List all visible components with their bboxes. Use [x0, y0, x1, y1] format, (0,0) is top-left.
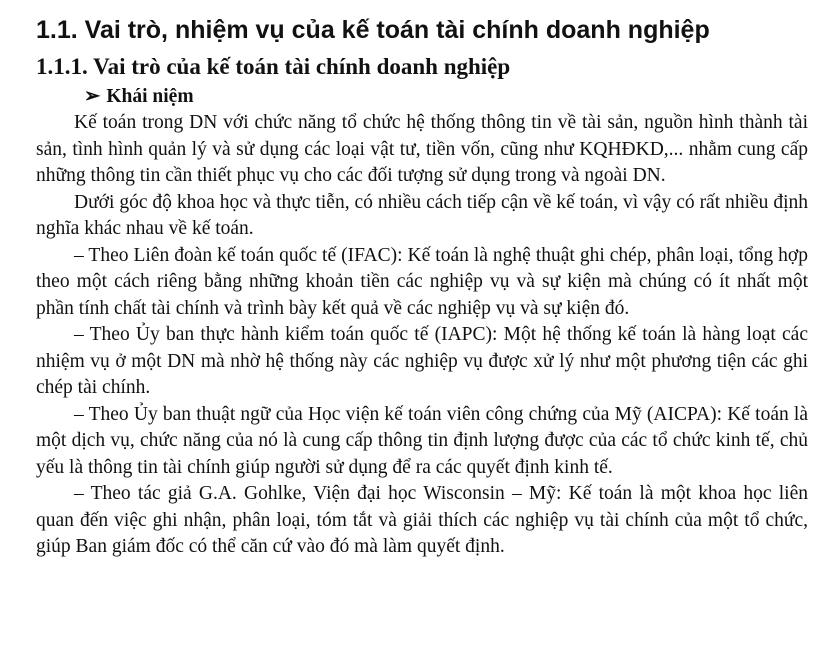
section-heading: 1.1. Vai trò, nhiệm vụ của kế toán tài chính doanh nghiệp	[36, 16, 710, 44]
paragraph-ifac: – Theo Liên đoàn kế toán quốc tế (IFAC): Kế toán là nghệ thuật ghi chép, phân loại, tổng hợp theo một cách riêng bằng những khoản tiền các nghiệp vụ và sự kiện mà chúng có ít nhất một phần tính chất tài chính và trình bày kết quả về các nghiệp vụ và sự kiện đó.	[36, 244, 808, 319]
paragraph-approaches: Dưới góc độ khoa học và thực tiễn, có nhiều cách tiếp cận về kế toán, vì vậy có rất nhiều định nghĩa khác nhau về kế toán.	[36, 191, 808, 239]
paragraph-gohlke: – Theo tác giả G.A. Gohlke, Viện đại học Wisconsin – Mỹ: Kế toán là một khoa học liên quan đến việc ghi nhận, phân loại, tóm tắt và giải thích các nghiệp vụ tài chính của một tổ chức, giúp Ban giám đốc có thể căn cứ vào đó mà làm quyết định.	[36, 483, 808, 557]
paragraph-definition-intro: Kế toán trong DN với chức năng tổ chức hệ thống thông tin về tài sản, nguồn hình thành tài sản, tình hình quản lý và sử dụng các loại vật tư, tiền vốn, cũng như KQHĐKD,... nhằm cung cấp những thông tin cần thiết phục vụ cho các đối tượng sử dụng trong và ngoài DN.	[36, 112, 808, 186]
concept-heading-label: Khái niệm	[106, 86, 194, 107]
arrow-bullet-icon: ➢	[84, 86, 101, 107]
subsection-heading: 1.1.1. Vai trò của kế toán tài chính doanh nghiệp	[36, 54, 511, 79]
paragraph-aicpa: – Theo Ủy ban thuật ngữ của Học viện kế toán viên công chứng của Mỹ (AICPA): Kế toán là một dịch vụ, chức năng của nó là cung cấp thông tin định lượng được của các tổ chức kinh tế, chủ yếu là thông tin tài chính giúp người sử dụng để ra các quyết định kinh tế.	[36, 403, 808, 478]
paragraph-iapc: – Theo Ủy ban thực hành kiểm toán quốc tế (IAPC): Một hệ thống kế toán là hàng loạt các nhiệm vụ ở một DN mà nhờ hệ thống này các nghiệp vụ được xử lý như một phương tiện các ghi chép tài chính.	[36, 324, 808, 398]
concept-heading	[84, 84, 808, 110]
